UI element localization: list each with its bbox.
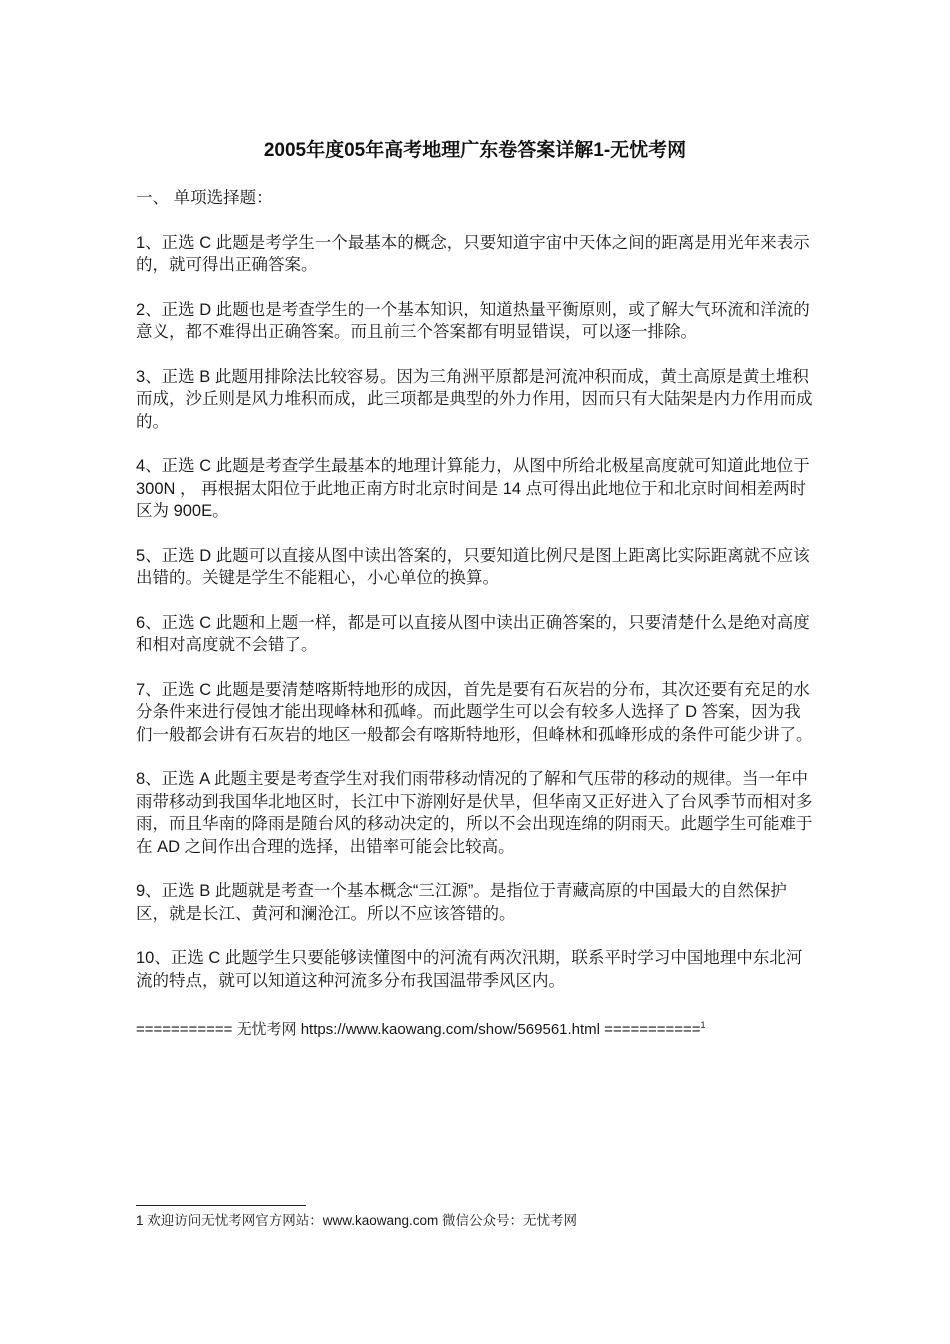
source-separator [136, 1014, 816, 1041]
footnote-marker: 1 [700, 1020, 706, 1030]
answer-paragraph-4: 4、正选 C 此题是考查学生最基本的地理计算能力，从图中所给北极星高度就可知道此地位于 300N ， 再根据太阳位于此地正南方时北京时间是 14 点可得出此地位于和北京时间相差两时区为 900E。 [136, 457, 810, 520]
source-link-line[interactable]: =========== 无忧考网 https://www.kaowang.com/show/569561.html =========== [136, 1021, 701, 1038]
answer-paragraph-9: 9、正选 B 此题就是考查一个基本概念“三江源”。是指位于青藏高原的中国最大的自然保护区，就是长江、黄河和澜沧江。所以不应该答错的。 [136, 882, 787, 923]
answer-paragraph-2: 2、正选 D 此题也是考查学生的一个基本知识，知道热量平衡原则，或了解大气环流和洋流的意义，都不难得出正确答案。而且前三个答案都有明显错误，可以逐一排除。 [136, 300, 810, 341]
answer-paragraph-3: 3、正选 B 此题用排除法比较容易。因为三角洲平原都是河流冲积而成，黄土高原是黄土堆积而成，沙丘则是风力堆积而成，此三项都是典型的外力作用，因而只有大陆架是内力作用而成的。 [136, 367, 813, 431]
footnote-text: 1 欢迎访问无忧考网官方网站：www.kaowang.com 微信公众号：无忧考网 [136, 1213, 578, 1228]
page-title: 2005年度05年高考地理广东卷答案详解1-无忧考网 [263, 140, 687, 161]
answer-paragraph-1: 1、正选 C 此题是考学生一个最基本的概念，只要知道宇宙中天体之间的距离是用光年来表示的，就可得出正确答案。 [136, 233, 810, 274]
answer-paragraph-5: 5、正选 D 此题可以直接从图中读出答案的，只要知道比例尺是图上距离比实际距离就不应该出错的。关键是学生不能粗心，小心单位的换算。 [136, 546, 810, 587]
document-body [136, 187, 816, 1041]
answer-paragraph-7: 7、正选 C 此题是要清楚喀斯特地形的成因，首先是要有石灰岩的分布，其次还要有充足的水分条件来进行侵蚀才能出现峰林和孤峰。而此题学生可以会有较多人选择了 D 答案，因为我们一般都会讲有石灰岩的地区一般都会有喀斯特地形，但峰林和孤峰形成的条件可能少讲了。 [136, 680, 813, 744]
footnote-divider [136, 1205, 306, 1206]
section-heading: 一、 单项选择题： [136, 189, 273, 207]
answer-paragraph-6: 6、正选 C 此题和上题一样，都是可以直接从图中读出正确答案的，只要清楚什么是绝对高度和相对高度就不会错了。 [136, 613, 810, 654]
answer-paragraph-8: 8、正选 A 此题主要是考查学生对我们雨带移动情况的了解和气压带的移动的规律。当一年中雨带移动到我国华北地区时，长江中下游刚好是伏旱，但华南又正好进入了台风季节而相对多雨，而且华南的降雨是随台风的移动决定的，所以不会出现连绵的阴雨天。此题学生可能难于在 AD 之间作出合理的选择，出错率可能会比较高。 [136, 770, 813, 856]
answer-paragraph-10: 10、正选 C 此题学生只要能够读懂图中的河流有两次汛期，联系平时学习中国地理中东北河流的特点，就可以知道这种河流多分布我国温带季风区内。 [136, 949, 803, 990]
